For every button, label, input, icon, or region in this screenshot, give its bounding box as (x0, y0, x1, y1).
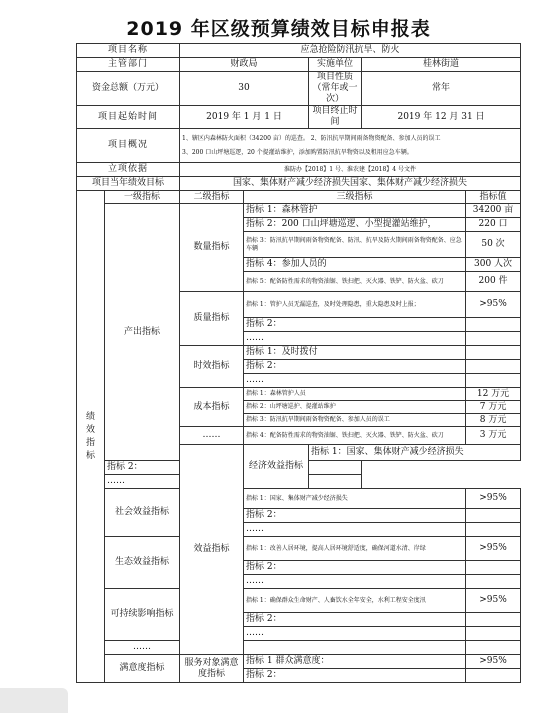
indicator-value: 8 万元 (466, 414, 521, 427)
indicator-text: 指标 2： (244, 360, 466, 374)
indicator-value: 7 万元 (466, 401, 521, 414)
indicator-text: 指标 2： (244, 509, 466, 523)
level1-label: 效益指标 (180, 445, 244, 655)
indicator-text (244, 641, 466, 655)
indicator-value (466, 374, 521, 388)
indicator-text: 指标 3：防汛抗旱期间雨备物资配备、参加人员的误工 (244, 414, 466, 427)
indicator-text: 指标 2：山坪塘巡护、提灌站维护 (244, 401, 466, 414)
cost-more: …… (180, 427, 244, 445)
indicator-text: 指标 1：管护人员无漏巡查，及时处理隐患，重大隐患及时上报； (244, 292, 466, 318)
indicator-value: 220 口 (466, 218, 521, 232)
overview-label: 项目概况 (77, 129, 180, 163)
indicator-value (309, 461, 362, 475)
econ-label: 经济效益指标 (244, 445, 309, 489)
annual-goal: 国家、集体财产减少经济损失国家、集体财产减少经济损失 (180, 177, 521, 191)
time-label: 时效指标 (180, 346, 244, 388)
indicator-text: 指标 2： (244, 613, 466, 627)
table-row (77, 475, 521, 489)
impl: 桂林街道 (362, 58, 521, 72)
header-level1: 一级指标 (105, 191, 180, 204)
annual-label: 项目当年绩效目标 (77, 177, 180, 191)
level1-label: 满意度指标 (105, 655, 180, 683)
effect-more: …… (105, 641, 180, 655)
perf-indicator-label: 绩 效 指 标 (77, 191, 105, 683)
impl-label: 实施单位 (309, 58, 362, 72)
nature: 常年 (362, 72, 521, 106)
nature-label: 项目性质（常年或一次） (309, 72, 362, 106)
page-title: 2019 年区级预算绩效目标申报表 (126, 18, 431, 40)
scroll-corner (0, 688, 68, 713)
performance-table (76, 43, 521, 683)
basis-text: 淮防办【2018】1 号、淮农建【2018】4 号文件 (180, 163, 521, 177)
indicator-value: 12 万元 (466, 388, 521, 401)
eco-label: 生态效益指标 (105, 537, 180, 589)
table-row (77, 589, 521, 613)
indicator-text: 指标 1：改善人居环境，提高人居环境舒适度，确保河道水清、岸绿 (244, 537, 466, 561)
sustain-label: 可持续影响指标 (105, 589, 180, 641)
indicator-value: 3 万元 (466, 427, 521, 445)
indicator-text: 指标 4：参加人员的 (244, 258, 466, 272)
header-value: 指标值 (466, 191, 521, 204)
indicator-text: 指标 1：及时拨付 (244, 346, 466, 360)
overview-text (180, 129, 521, 163)
qty-label: 数量指标 (180, 204, 244, 292)
indicator-text: …… (105, 475, 309, 489)
indicator-value: >95% (466, 655, 521, 669)
dept: 财政局 (180, 58, 309, 72)
indicator-value (466, 523, 521, 537)
indicator-text: 指标 2：200 口山坪塘巡逻、小型提灌站维护， (244, 218, 466, 232)
table-row (77, 489, 521, 509)
indicator-value (466, 561, 521, 575)
indicator-value (466, 641, 521, 655)
cost-label: 成本指标 (180, 388, 244, 427)
indicator-value: 200 件 (466, 272, 521, 292)
satisfaction-sub-label: 服务对象满意度指标 (180, 655, 244, 683)
indicator-text: 指标 2： (105, 461, 309, 475)
indicator-text: 指标 1：森林管护人员 (244, 388, 466, 401)
indicator-text: 指标 4：配备防性需求的物资油锯、铁扫把、灭火器、铁铲、防火盆、砍刀 (244, 427, 466, 445)
social-label: 社会效益指标 (105, 489, 180, 537)
indicator-text: 指标 1：国家、集体财产减少经济损失 (309, 445, 521, 461)
indicator-text: 指标 1：国家、集体财产减少经济损失 (244, 489, 466, 509)
quality-label: 质量指标 (180, 292, 244, 346)
start-date: 2019 年 1 月 1 日 (180, 106, 309, 129)
indicator-value (466, 627, 521, 641)
indicator-value: 50 次 (466, 232, 521, 258)
indicator-text: …… (244, 627, 466, 641)
indicator-value: >95% (466, 537, 521, 561)
indicator-value: 300 人次 (466, 258, 521, 272)
start-label: 项目起始时间 (77, 106, 180, 129)
indicator-value (466, 318, 521, 332)
table-row (77, 537, 521, 561)
indicator-text: 指标 3：防汛抗旱期间雨备物资配备、防汛、抗旱及防火期间雨备物资配备、应急车辆 (244, 232, 466, 258)
indicator-text: 指标 1 群众满意度： (244, 655, 466, 669)
indicator-value: 34200 亩 (466, 204, 521, 218)
indicator-text: …… (244, 374, 466, 388)
indicator-text: …… (244, 575, 466, 589)
table-row (77, 655, 521, 669)
level1-label: 产出指标 (105, 204, 180, 461)
indicator-value: >95% (466, 489, 521, 509)
table-row (77, 204, 521, 218)
header-level3: 三级指标 (244, 191, 466, 204)
indicator-text: 指标 2： (244, 669, 466, 683)
table-row (77, 641, 521, 655)
indicator-value: >95% (466, 292, 521, 318)
dept-label: 主管部门 (77, 58, 180, 72)
end-label: 项目终止时间 (309, 106, 362, 129)
indicator-text: …… (244, 523, 466, 537)
indicator-text: 指标 1：森林管护 (244, 204, 466, 218)
indicator-value (466, 669, 521, 683)
overview-line-1: 1、辖区内森林防火面积（34200 亩）的巡查。 2、防汛抗旱期间雨备物资配备、参加人员的误工 (182, 134, 441, 142)
indicator-text: …… (244, 332, 466, 346)
indicator-text: 指标 2： (244, 561, 466, 575)
indicator-value (466, 346, 521, 360)
indicator-text: 指标 1：确保群众生命财产、人畜饮水全年安全，水利工程安全度汛 (244, 589, 466, 613)
end-date: 2019 年 12 月 31 日 (362, 106, 521, 129)
fund-label: 资金总额（万元） (77, 72, 180, 106)
indicator-value (466, 332, 521, 346)
fund: 30 (180, 72, 309, 106)
indicator-value (466, 575, 521, 589)
indicator-value (466, 509, 521, 523)
basis-label: 立项依据 (77, 163, 180, 177)
overview-line-2: 3、200 口山坪塘巡逻，20 个提灌站维护，添加购置防汛抗旱物资以及租用应急车辆。 (182, 148, 413, 156)
indicator-value (309, 475, 362, 489)
project-name-label: 项目名称 (77, 44, 180, 58)
indicator-value: >95% (466, 589, 521, 613)
project-name: 应急抢险防汛抗旱、防火 (180, 44, 521, 58)
header-level2: 二级指标 (180, 191, 244, 204)
indicator-text: 指标 5：配备防性需求的物资油锯、铁扫把、灭火器、铁铲、防火盆、砍刀 (244, 272, 466, 292)
indicator-value (466, 360, 521, 374)
indicator-value (466, 613, 521, 627)
indicator-text: 指标 2： (244, 318, 466, 332)
